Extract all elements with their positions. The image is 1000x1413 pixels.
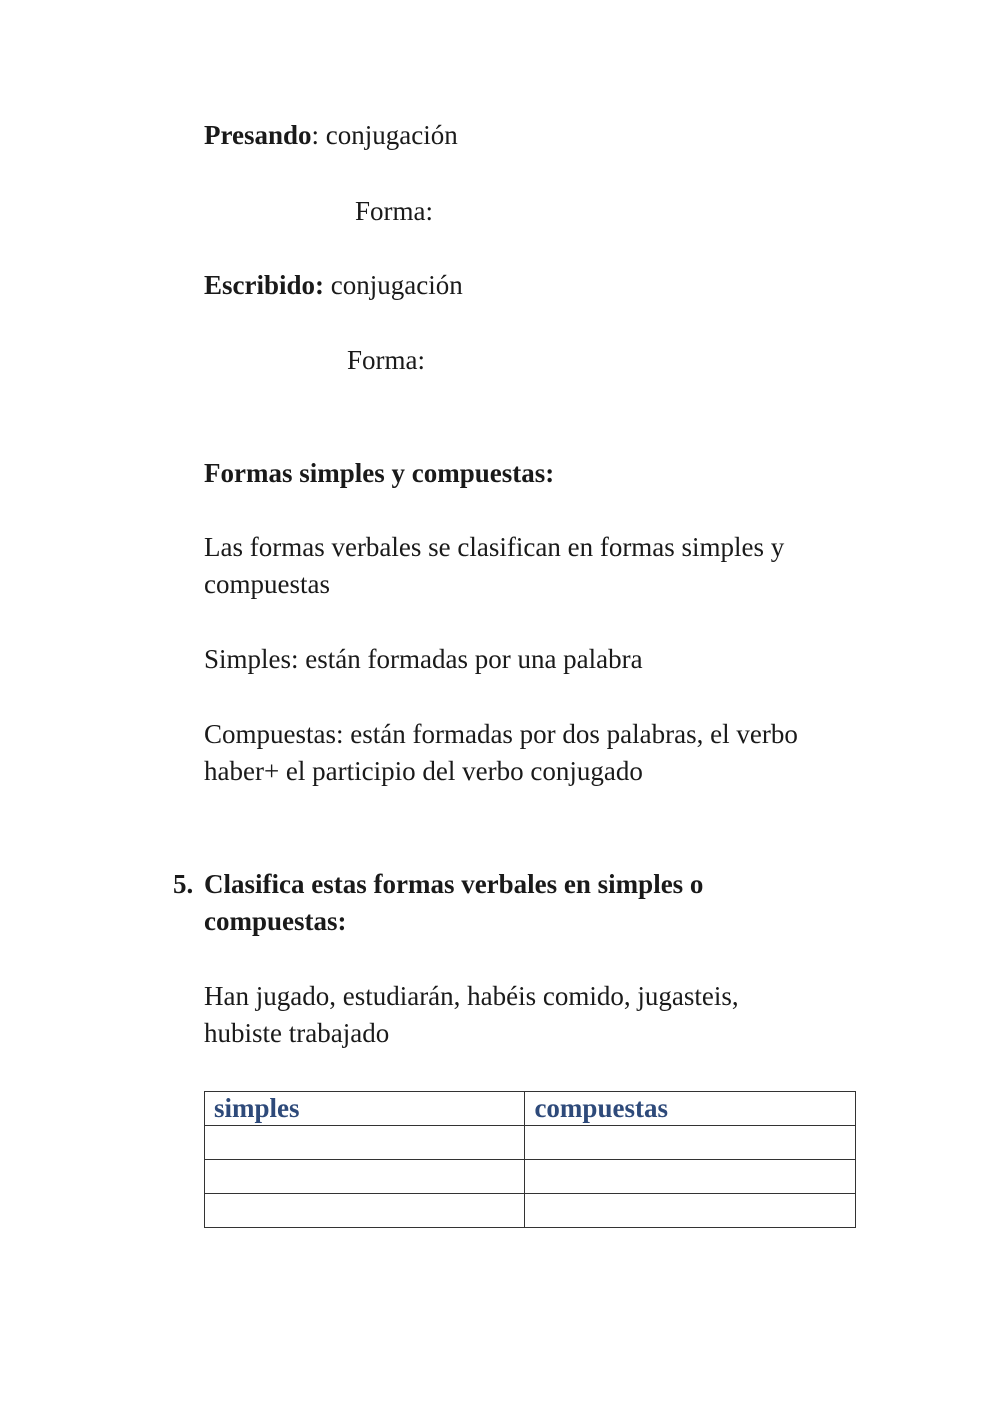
verb-escribido-line (204, 267, 463, 304)
verb-presando-forma: Forma: (355, 196, 433, 226)
header-simples: simples (205, 1092, 525, 1126)
verb-presando-conjugacion: conjugación (319, 120, 458, 150)
intro-line-2: compuestas (204, 569, 330, 599)
classification-table (204, 1091, 856, 1228)
answer-cell-simples[interactable] (205, 1160, 525, 1194)
answer-cell-compuestas[interactable] (525, 1194, 856, 1228)
verb-escribido-conjugacion: conjugación (324, 270, 463, 300)
section-heading: Formas simples y compuestas: (204, 458, 555, 488)
exercise-words-line-1: Han jugado, estudiarán, habéis comido, jugasteis, (204, 981, 739, 1011)
verb-presando-colon: : (311, 120, 320, 150)
answer-cell-simples[interactable] (205, 1126, 525, 1160)
answer-cell-compuestas[interactable] (525, 1126, 856, 1160)
verb-presando-name: Presando (204, 120, 312, 150)
intro-line-1: Las formas verbales se clasifican en formas simples y (204, 532, 785, 562)
verb-escribido-forma: Forma: (347, 345, 425, 375)
table-row (205, 1126, 856, 1160)
compuestas-definition-line-1: Compuestas: están formadas por dos palabras, el verbo (204, 719, 798, 749)
exercise-title-line-2: compuestas: (204, 906, 347, 936)
exercise-words-line-2: hubiste trabajado (204, 1018, 390, 1048)
exercise-number: 5. (173, 869, 194, 899)
table-row (205, 1160, 856, 1194)
table-header-row (205, 1092, 856, 1126)
header-compuestas: compuestas (525, 1092, 856, 1126)
compuestas-definition-line-2: haber+ el participio del verbo conjugado (204, 756, 643, 786)
verb-escribido-name: Escribido: (204, 270, 325, 300)
exercise-title-line-1: Clasifica estas formas verbales en simples o (204, 869, 704, 899)
answer-cell-simples[interactable] (205, 1194, 525, 1228)
verb-presando-line (204, 117, 458, 154)
simples-definition: Simples: están formadas por una palabra (204, 644, 643, 674)
table-row (205, 1194, 856, 1228)
answer-cell-compuestas[interactable] (525, 1160, 856, 1194)
